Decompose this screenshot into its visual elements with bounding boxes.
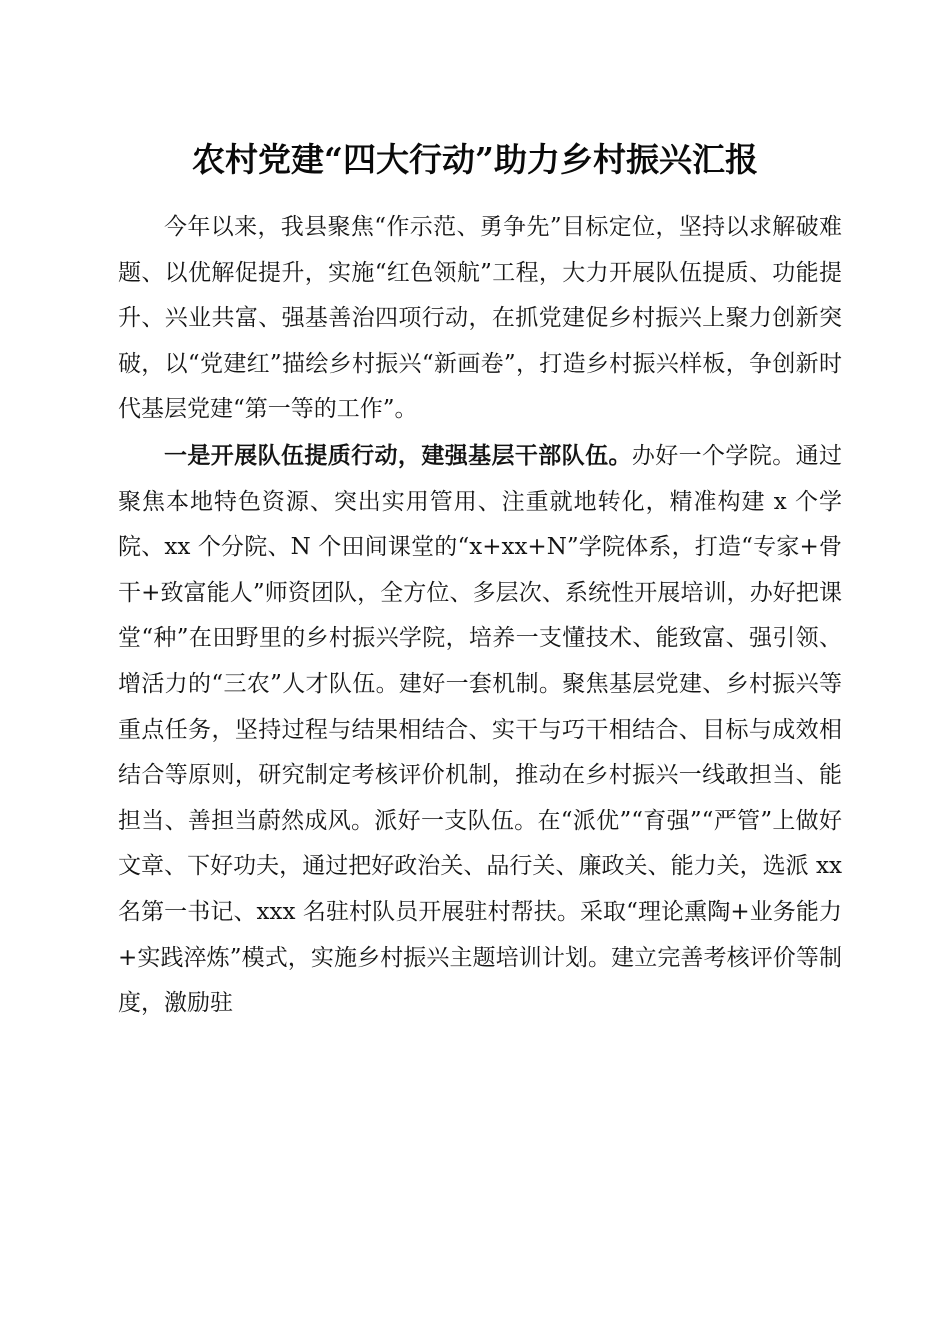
document-title: 农村党建“四大行动”助力乡村振兴汇报 <box>192 140 758 179</box>
paragraph-lead: 一是开展队伍提质行动，建强基层干部队伍。 <box>164 441 632 469</box>
document-body <box>118 204 842 1027</box>
paragraph-section-one <box>118 433 842 1027</box>
paragraph-intro <box>118 204 842 433</box>
paragraph-text: 办好一个学院。通过聚焦本地特色资源、突出实用管用、注重就地转化，精准构建 x 个学院、xx 个分院、N 个田间课堂的“x+xx+N”学院体系，打造“专家+骨干+致富能人”师资团队，全方位、多层次、系统性开展培训，办好把课堂“种”在田野里的乡村振兴学院，培养一支懂技术、能致富、强引领、增活力的“三农”人才队伍。建好一套机制。聚焦基层党建、乡村振兴等重点任务，坚持过程与结果相结合、实干与巧干相结合、目标与成效相结合等原则，研究制定考核评价机制，推动在乡村振兴一线敢担当、能担当、善担当蔚然成风。派好一支队伍。在“派优”“育强”“严管”上做好文章、下好功夫，通过把好政治关、品行关、廉政关、能力关，选派 xx 名第一书记、xxx 名驻村队员开展驻村帮扶。采取“理论熏陶+业务能力+实践淬炼”模式，实施乡村振兴主题培训计划。建立完善考核评价等制度，激励驻 <box>118 442 843 1017</box>
paragraph-text: 今年以来，我县聚焦“作示范、勇争先”目标定位，坚持以求解破难题、以优解促提升，实施“红色领航”工程，大力开展队伍提质、功能提升、兴业共富、强基善治四项行动，在抓党建促乡村振兴上聚力创新突破，以“党建红”描绘乡村振兴“新画卷”，打造乡村振兴样板，争创新时代基层党建“第一等的工作”。 <box>118 214 842 423</box>
